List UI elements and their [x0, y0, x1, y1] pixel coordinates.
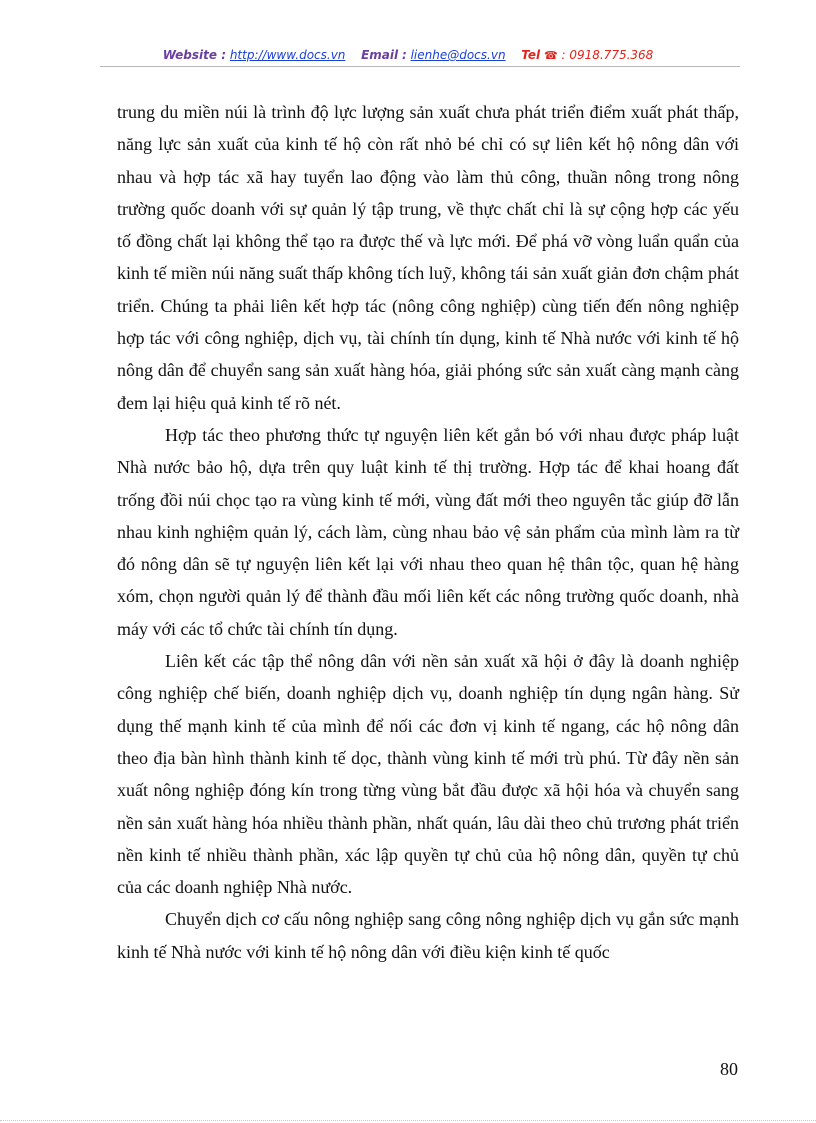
tel-label: Tel [521, 48, 541, 62]
email-label: Email [361, 48, 399, 62]
paragraph-2: Hợp tác theo phương thức tự nguyện liên kết gắn bó với nhau được pháp luật Nhà nước bảo hộ, dựa trên quy luật kinh tế thị trường. Hợp tác để khai hoang đất trống đồi núi chọc tạo ra vùng kinh tế mới, vùng đất mới theo nguyên tắc giúp đỡ lẫn nhau kinh nghiệm quản lý, cách làm, cùng nhau bảo vệ sản phẩm của mình làm ra từ đó nông dân sẽ tự nguyện liên kết lại với nhau theo quan hệ thân tộc, quan hệ hàng xóm, chọn người quản lý để thành đầu mối liên kết các nông trường quốc doanh, nhà máy với các tổ chức tài chính tín dụng. [117, 424, 739, 639]
email-separator: : [401, 48, 407, 62]
email-link[interactable]: lienhe@docs.vn [410, 48, 506, 62]
header-divider [100, 66, 740, 67]
paragraph-1: trung du miền núi là trình độ lực lượng sản xuất chưa phát triển điểm xuất phát thấp, năng lực sản xuất của kinh tế hộ còn rất nhỏ bé chỉ có sự liên kết hộ nông dân với nhau và hợp tác xã hay tuyển lao động vào làm thủ công, thuần nông trong nông trường quốc doanh với sự quản lý tập trung, về thực chất chỉ là sự cộng hợp các yếu tố đồng chất lại không thể tạo ra được thế và lực mới. Để phá vỡ vòng luẩn quẩn của kinh tế miền núi năng suất thấp không tích luỹ, không tái sản xuất giản đơn chậm phát triển. Chúng ta phải liên kết hợp tác (nông công nghiệp) cùng tiến đến nông nghiệp hợp tác với công nghiệp, dịch vụ, tài chính tín dụng, kinh tế Nhà nước với kinh tế hộ nông dân để chuyển sang sản xuất hàng hóa, giải phóng sức sản xuất càng mạnh càng đem lại hiệu quả kinh tế rõ nét. [117, 102, 739, 413]
website-label: Website : [162, 48, 226, 62]
website-link[interactable]: http://www.docs.vn [229, 48, 346, 62]
footer-divider [0, 1120, 816, 1121]
paragraph-4: Chuyển dịch cơ cấu nông nghiệp sang công nông nghiệp dịch vụ gắn sức mạnh kinh tế Nhà nước với kinh tế hộ nông dân với điều kiện kinh tế quốc [117, 909, 739, 962]
telephone-icon: ☎ [543, 49, 558, 62]
tel-value: : 0918.775.368 [561, 48, 654, 62]
page-header [0, 47, 816, 64]
document-body [117, 96, 739, 968]
paragraph-3: Liên kết các tập thể nông dân với nền sản xuất xã hội ở đây là doanh nghiệp công nghiệp chế biến, doanh nghiệp dịch vụ, doanh nghiệp tín dụng ngân hàng. Sử dụng thế mạnh kinh tế của mình để nối các đơn vị kinh tế ngang, các hộ nông dân theo địa bàn hình thành kinh tế dọc, thành vùng kinh tế mới trù phú. Từ đây nền sản xuất nông nghiệp đóng kín trong từng vùng bắt đầu được xã hội hóa và chuyển sang nền sản xuất hàng hóa nhiều thành phần, nhất quán, lâu dài theo chủ trương phát triển nền kinh tế nhiều thành phần, xác lập quyền tự chủ của hộ nông dân, quyền tự chủ của các doanh nghiệp Nhà nước. [117, 651, 739, 898]
page-number: 80 [720, 1059, 738, 1079]
